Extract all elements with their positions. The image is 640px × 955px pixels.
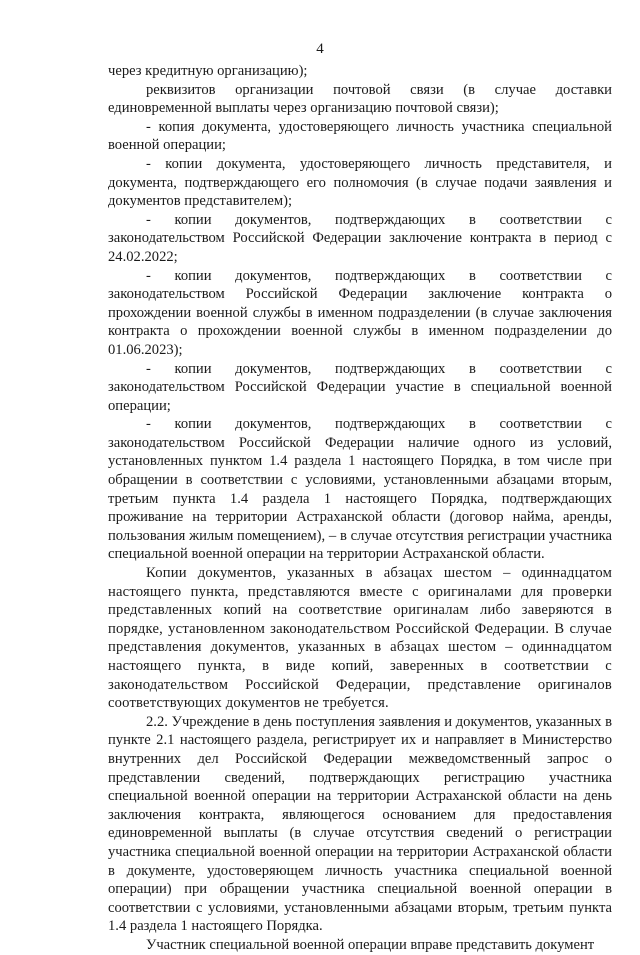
paragraph: 2.2. Учреждение в день поступления заявления и документов, указанных в пункте 2.1 настоящего раздела, регистрирует их и направляет в Министерство внутренних дел Российской Федерации межведомственный запрос о представлении сведений, подтверждающих регистрацию участника специальной военной операции на территории Астраханской области на день заключения контракта, являющегося основанием для предоставления единовременной выплаты (в случае отсутствия сведений о регистрации участника специальной военной операции на территории Астраханской области в документе, удостоверяющем личность участника специальной военной операции) при обращении участника специальной военной операции в соответствии с условиями, установленными абзацами вторым, третьим пункта 1.4 раздела 1 настоящего Порядка. xyxy=(108,713,612,935)
list-item: - копии документов, подтверждающих в соответствии с законодательством Российской Федерации заключение контракта в период с 24.02.2022; xyxy=(108,211,612,265)
paragraph: через кредитную организацию); xyxy=(108,63,308,79)
paragraph: реквизитов организации почтовой связи (в случае доставки единовременной выплаты через организацию почтовой связи); xyxy=(108,81,612,117)
list-item: - копии документа, удостоверяющего личность представителя, и документа, подтверждающего его полномочия (в случае подачи заявления и документов представителем); xyxy=(108,155,612,210)
list-item: - копии документов, подтверждающих в соответствии с законодательством Российской Федерации наличие одного из условий, установленных пунктом 1.4 раздела 1 настоящего Порядка, в том числе при обращении в соответствии с условиями, установленными абзацами вторым, третьим пункта 1.4 раздела 1 настоящего Порядка, подтверждающих проживание на территории Астраханской области (договор найма, аренды, пользования жилым помещением), – в случае отсутствия регистрации участника специальной военной операции на территории Астраханской области. xyxy=(108,416,612,563)
paragraph: Участник специальной военной операции вправе представить документ xyxy=(146,936,595,953)
list-item: - копии документов, подтверждающих в соответствии с законодательством Российской Федерации заключение контракта о прохождении военной службы в именном подразделении (в случае заключения контракта о прохождении военной службы в именном подразделении до 01.06.2023); xyxy=(108,267,612,358)
page-number: 4 xyxy=(316,41,324,57)
list-item: - копии документов, подтверждающих в соответствии с законодательством Российской Федерации участие в специальной военной операции; xyxy=(108,360,612,414)
paragraph: Копии документов, указанных в абзацах шестом – одиннадцатом настоящего пункта, представляются вместе с оригиналами для проверки представленных копий на соответствие оригиналам либо заверяются в порядке, установленном законодательством Российской Федерации. В случае представления документов, указанных в абзацах шестом – одиннадцатом настоящего пункта, в виде копий, заверенных в соответствии с законодательством Российской Федерации, представление оригиналов соответствующих документов не требуется. xyxy=(108,565,612,712)
list-item: - копия документа, удостоверяющего личность участника специальной военной операции; xyxy=(108,118,612,154)
document-body xyxy=(108,62,612,955)
